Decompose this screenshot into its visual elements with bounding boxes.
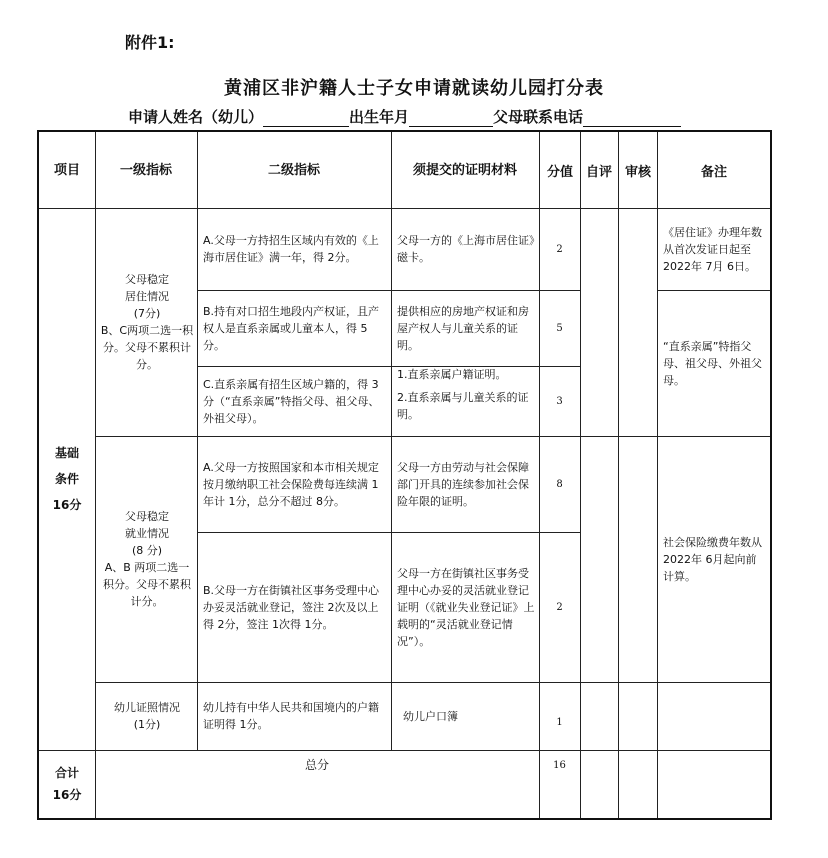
- total-desc: 总分: [304, 757, 329, 772]
- row6-score: 1: [556, 716, 563, 728]
- birth-label: 出生年月: [349, 108, 410, 126]
- section-name: 基础: [54, 446, 79, 460]
- row2-remark: “直系亲属”特指父母、祖父母、外祖父母。: [663, 339, 762, 387]
- section-basic: [39, 208, 95, 750]
- row3-score: 3: [556, 395, 563, 407]
- row6-materials: 幼儿户口簿: [403, 709, 458, 723]
- applicant-line: [128, 106, 681, 127]
- header-level2: 二级指标: [267, 162, 320, 178]
- header-remark: 备注: [700, 164, 727, 180]
- phone-label: 父母联系电话: [493, 108, 584, 126]
- total-points: 16分: [52, 788, 82, 802]
- header-level1: 一级指标: [119, 162, 172, 178]
- col-line-5: [580, 132, 581, 818]
- col-line-7: [657, 132, 658, 818]
- col-line-1: [95, 132, 96, 818]
- group-residence: [97, 208, 197, 436]
- row2-materials: 提供相应的房地产权证和房屋产权人与儿童关系的证明。: [397, 304, 529, 352]
- row3-level2: C.直系亲属有招生区域户籍的，得 3分（“直系亲属”特指父母、祖父母、外祖父母）。: [203, 377, 380, 425]
- row2-score: 5: [556, 322, 563, 334]
- form-title: 黄浦区非沪籍人士子女申请就读幼儿园打分表: [224, 78, 604, 99]
- employment-title-2: 就业情况: [125, 527, 169, 540]
- section-total: 16分: [52, 498, 82, 512]
- residence-title: 父母稳定: [125, 273, 169, 286]
- header-self: 自评: [585, 164, 612, 180]
- name-label: 申请人姓名（幼儿）: [128, 108, 264, 126]
- employment-title: 父母稳定: [125, 510, 169, 523]
- employment-rule: A、B 两项二选一 积分。父母不累积计分。: [103, 561, 191, 608]
- col-line-3: [391, 132, 392, 750]
- score-table: [37, 130, 772, 820]
- header-review: 审核: [624, 164, 651, 180]
- row6-level2: 幼儿持有中华人民共和国境内的户籍证明得 1分。: [203, 701, 379, 731]
- residence-points: (7分): [133, 307, 161, 320]
- attachment-label: 附件1:: [125, 33, 175, 52]
- row4-score: 8: [556, 478, 563, 490]
- group-child-cert: [97, 682, 197, 750]
- employment-points: (8 分): [131, 544, 163, 557]
- total-score: 16: [553, 759, 566, 771]
- row3-material-2: 2.直系亲属与儿童关系的证明。: [397, 391, 529, 421]
- row1-remark: 《居住证》办理年数从首次发证日起至 2022年 7月 6日。: [663, 225, 762, 273]
- row5-level2: B.父母一方在街镇社区事务受理中心办妥灵活就业登记，签注 2次及以上得 2分，签注 1次得 1分。: [203, 583, 380, 631]
- row5-materials: 父母一方在街镇社区事务受理中心办妥的灵活就业登记证明（《就业失业登记证》上载明的“灵活就业登记情况”）。: [397, 566, 535, 648]
- group-employment: [97, 436, 197, 682]
- row4-materials: 父母一方由劳动与社会保障部门开具的连续参加社会保险年限的证明。: [397, 460, 529, 508]
- name-blank[interactable]: [263, 110, 349, 127]
- row4-level2: A.父母一方按照国家和本市相关规定按月缴纳职工社会保险费每连续满 1年计 1分，总分不超过 8分。: [203, 460, 379, 508]
- row2-level2: B.持有对口招生地段内产权证，且产权人是直系亲属或儿童本人，得 5分。: [203, 304, 380, 352]
- row1-materials: 父母一方的《上海市居住证》磁卡。: [397, 234, 535, 264]
- row1-level2: A.父母一方持招生区域内有效的《上海市居住证》满一年，得 2分。: [203, 234, 379, 264]
- child-cert-points: (1分): [133, 718, 161, 731]
- header-item: 项目: [53, 162, 80, 178]
- residence-title-2: 居住情况: [125, 290, 169, 303]
- section-name-2: 条件: [54, 472, 79, 486]
- birth-blank[interactable]: [409, 110, 493, 127]
- total-label: 合计: [54, 766, 79, 780]
- row3-material-1: 1.直系亲属户籍证明。: [397, 368, 507, 381]
- row4-remark: 社会保险缴费年数从 2022年 6月起向前计算。: [663, 535, 762, 583]
- header-score: 分值: [546, 164, 573, 180]
- total-label-cell: [39, 750, 95, 818]
- header-materials: 须提交的证明材料: [412, 162, 517, 178]
- row1-score: 2: [556, 243, 563, 255]
- residence-rule: B、C两项二选一积分。父母不累积计分。: [100, 324, 194, 371]
- phone-blank[interactable]: [583, 110, 681, 127]
- row5-score: 2: [556, 601, 563, 613]
- col-line-6: [618, 132, 619, 818]
- child-cert-title: 幼儿证照情况: [114, 701, 180, 714]
- col-line-2: [197, 132, 198, 750]
- row3-materials: [397, 366, 535, 436]
